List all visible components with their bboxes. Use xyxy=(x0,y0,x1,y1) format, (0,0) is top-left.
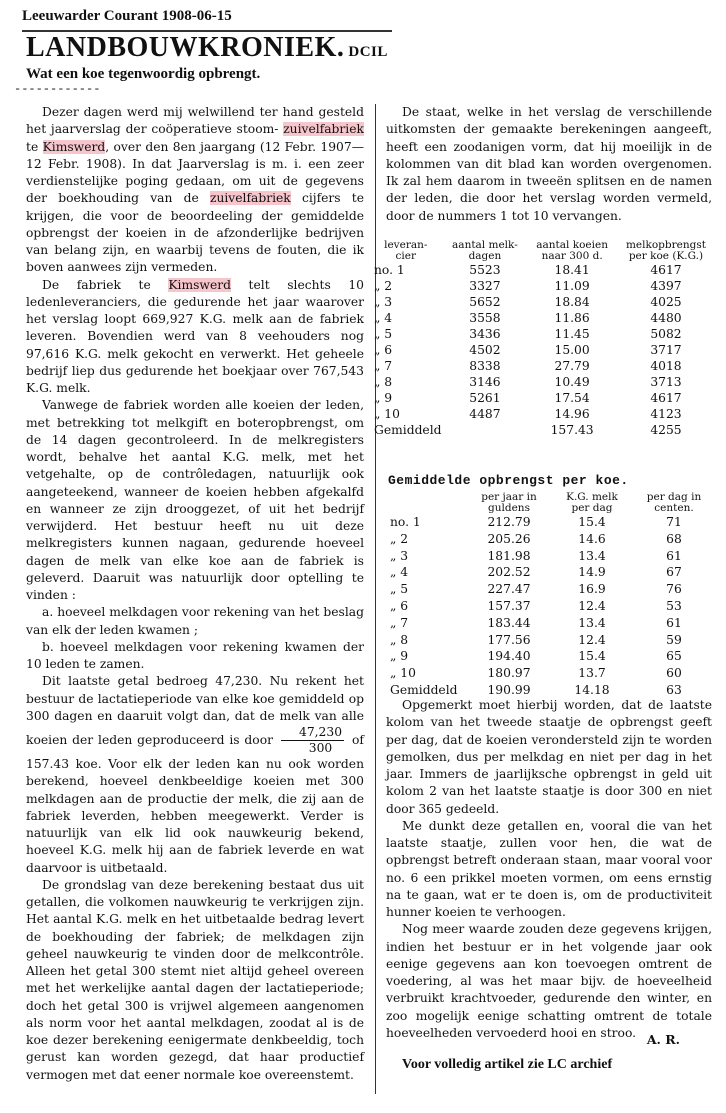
table-cell: 177.56 xyxy=(487,632,531,647)
row-label: no. 1 xyxy=(390,515,421,529)
table-cell: 17.54 xyxy=(554,391,590,405)
table-cell: 11.45 xyxy=(554,327,590,341)
table-cell: 11.09 xyxy=(554,279,590,293)
newspaper-source: Leeuwarder Courant 1908-06-15 xyxy=(22,8,232,24)
table-cell: 4617 xyxy=(650,391,682,405)
column-header xyxy=(386,492,466,514)
table-cell: 181.98 xyxy=(487,548,531,563)
table-cell: 194.40 xyxy=(487,649,531,664)
table-row xyxy=(370,326,716,342)
row-label: no. 1 xyxy=(374,263,405,277)
table-header-row xyxy=(386,492,716,514)
right-paragraph-4: Nog meer waarde zouden deze gegevens krijgen, indien het bestuur er in het volgende jaar ook eenige gegevens aan kon toevoegen omtrent de voedering, al was het maar bijv. de hoeveelheid verbruikt krachtvoeder, gedurende den winter, en zoo mogelijk eenige schatting omtrent de totale hoeveelheden vervoederd hooi en stroo. xyxy=(386,922,712,1040)
table-row xyxy=(386,665,716,682)
row-label: „ 7 xyxy=(390,615,409,630)
row-label: „ 6 xyxy=(374,343,393,357)
fraction xyxy=(281,725,344,756)
section-title xyxy=(26,32,388,64)
column-header: aantal koeien naar 300 d. xyxy=(536,239,608,262)
table-cell: 61 xyxy=(666,548,682,563)
right-paragraph-3: Me dunkt deze getallen en, vooral die van het laatste staatje, zullen voor hen, die wat de opbrengst betreft onderaan staan, maar vooral voor no. 6 een prikkel moeten vormen, om eens ernstig na te gaan, wat er te doen is, om de productiviteit hunner koeien te verhoogen. xyxy=(386,818,712,919)
table-cell: 61 xyxy=(666,615,682,630)
table-cell: 3146 xyxy=(469,375,501,389)
column-header: aantal melk- dagen xyxy=(452,239,518,262)
archive-note: Voor volledig artikel zie LC archief xyxy=(402,1057,613,1072)
table-cell: 4487 xyxy=(469,407,501,421)
column-header: per jaar in guldens xyxy=(481,491,537,514)
table-cell: 76 xyxy=(666,582,682,597)
table-cell: 4018 xyxy=(650,359,682,373)
table-cell: 12.4 xyxy=(578,598,606,613)
row-label: „ 2 xyxy=(390,531,409,546)
right-column-conclusion xyxy=(386,697,712,1042)
table-row xyxy=(386,581,716,598)
table-cell: 3717 xyxy=(650,343,682,357)
table-cell: 13.4 xyxy=(578,548,606,563)
table-cell: 16.9 xyxy=(578,582,606,597)
right-paragraph-1: De staat, welke in het verslag de verschillende uitkomsten der gemaakte berekeningen aangeeft, heeft een zoodanigen vorm, dat hij moeilijk in de kolommen van dit blad kan worden overgenomen. Ik zal hem daarom in tweeën splitsen en de namen der leden, die door het verslag worden vermeld, door de nummers 1 tot 10 vervangen. xyxy=(386,105,712,223)
table-cell: 5261 xyxy=(469,391,501,405)
table-cell: 18.41 xyxy=(554,263,590,277)
highlight-kimswerd: Kimswerd xyxy=(42,139,106,154)
table-cell: 18.84 xyxy=(554,295,590,309)
highlight-zuivelfabriek-2: zuivelfabriek xyxy=(209,191,291,206)
author-signature: A. R. xyxy=(646,1032,680,1047)
row-label: „ 10 xyxy=(390,666,416,681)
table-cell: 14.6 xyxy=(578,531,606,546)
table-row xyxy=(386,564,716,581)
paragraph-2: De fabriek te Kimswerd telt slechts 10 ledenleveranciers, die gedurende het jaar waarover het verslag loopt 669,927 K.G. melk aan de fabriek leveren. Bovendien werd van 8 veehouders nog 97,616 K.G. melk gekocht en verwerkt. Het geheele bedrijf liep dus gedurende het boekjaar over 767,543 K.G. melk. xyxy=(26,277,364,395)
table-cell: 5652 xyxy=(469,295,501,309)
row-label: „ 5 xyxy=(390,582,409,597)
table-cell: 5523 xyxy=(469,263,501,277)
table-header-row xyxy=(370,240,716,262)
row-label: „ 8 xyxy=(390,632,409,647)
row-label: „ 4 xyxy=(390,565,409,580)
table-row xyxy=(370,278,716,294)
row-label: „ 9 xyxy=(374,391,393,405)
table-cell: 63 xyxy=(666,682,682,697)
paragraph-5: De grondslag van deze berekening bestaat dus uit getallen, die volkomen nauwkeurig te verkrijgen zijn. Het aantal K.G. melk en het uitbetaalde bedrag levert de boekhouding der fabriek; de melkdagen zijn geheel nauwkeurig te vinden door de melkcontrôle. Alleen het getal 300 stemt niet altijd geheel overeen met het werkelijke aantal dagen der lactatieperiode; doch het getal 300 is vrijwel algemeen aangenomen als norm voor het aantal melkdagen, zoodat al is de koe dezer berekening eenigermate denkbeeldig, toch gerust kan worden gezegd, dat haar productief vermogen met dat eener normale koe overeenstemt. xyxy=(26,877,364,1082)
table-cell: 183.44 xyxy=(487,615,531,630)
table-row xyxy=(370,342,716,358)
row-label: „ 3 xyxy=(374,295,393,309)
table-row xyxy=(386,598,716,615)
row-label: „ 7 xyxy=(374,359,393,373)
table-cell: 15.4 xyxy=(578,515,606,529)
table-cell: 205.26 xyxy=(487,531,531,546)
table-row xyxy=(386,548,716,565)
table-cell: 3327 xyxy=(469,279,501,293)
table-cell: 10.49 xyxy=(554,375,590,389)
dash-separator: ------------ xyxy=(14,82,101,96)
list-item-a: a. hoeveel melkdagen voor rekening van het beslag van elk der leden kwamen ; xyxy=(26,605,364,637)
table-cell: 227.47 xyxy=(487,582,531,597)
table-row xyxy=(386,648,716,665)
row-label: „ 6 xyxy=(390,598,409,613)
top-rule xyxy=(22,30,392,32)
table-row xyxy=(370,374,716,390)
table-cell: 65 xyxy=(666,649,682,664)
row-label: „ 8 xyxy=(374,375,393,389)
paragraph-3: Vanwege de fabriek worden alle koeien der leden, met betrekking tot melkgift en boteropbrengst, om de 14 dagen gecontroleerd. In de melkregisters wordt, behalve het aantal K.G. melk, met het vetgehalte, op de contrôledagen, natuurlijk ook aangeteekend, wanneer de koeien hebben afgekalfd en wanneer ze zijn drooggezet, of uit het bedrijf verwijderd. Het bestuur heeft nu uit deze melkregisters kunnen nagaan, gedurende hoeveel dagen de melk van elke koe aan de fabriek is geleverd. Daaruit was natuurlijk door optelling te vinden : xyxy=(26,398,364,602)
table-cell: 5082 xyxy=(650,327,682,341)
row-label: „ 3 xyxy=(390,548,409,563)
table-cell: 4123 xyxy=(650,407,682,421)
highlight-kimswerd-2: Kimswerd xyxy=(168,277,231,292)
table-leveranciers xyxy=(370,240,716,438)
table-row xyxy=(370,294,716,310)
table-row xyxy=(370,358,716,374)
list-item-b: b. hoeveel melkdagen voor rekening kwamen der 10 leden te zamen. xyxy=(26,639,364,671)
table-cell: 14.9 xyxy=(578,565,606,580)
table-row xyxy=(386,632,716,649)
table-cell: 4617 xyxy=(650,263,682,277)
row-label: „ 4 xyxy=(374,311,393,325)
table-cell: 3558 xyxy=(469,311,501,325)
table-2-title: Gemiddelde opbrengst per koe. xyxy=(388,473,629,488)
row-label: „ 5 xyxy=(374,327,393,341)
table-cell: 3713 xyxy=(650,375,682,389)
table-cell: 212.79 xyxy=(487,515,531,529)
row-label: „ 10 xyxy=(374,407,400,421)
row-label: Gemiddeld xyxy=(374,423,442,437)
table-cell: 71 xyxy=(666,515,682,529)
row-label: Gemiddeld xyxy=(390,682,458,697)
table-cell: 14.18 xyxy=(574,682,610,697)
table-row xyxy=(386,615,716,632)
table-cell: 157.37 xyxy=(487,598,531,613)
table-row xyxy=(386,514,716,531)
paragraph-1: Dezer dagen werd mij welwillend ter hand gesteld het jaarverslag der coöperatieve stoom- zuivelfabriek te Kimswerd, over den 8en jaargang (12 Febr. 1907—12 Febr. 1908). In dat Jaarverslag is m. i. een zeer verdienstelijke poging gedaan, om uit de gegevens der boekhouding van de zuivelfabriek cijfers te krijgen, die voor de beoordeeling der gemiddelde opbrengst der koeien in de afzonderlijke bedrijven van belang zijn, en waarbij tevens de fouten, die ik boven aanwees zijn vermeden. xyxy=(26,105,365,275)
table-opbrengst xyxy=(386,492,716,699)
table-cell: 67 xyxy=(666,565,682,580)
table-cell: 3436 xyxy=(469,327,501,341)
row-label: „ 2 xyxy=(374,279,393,293)
table-cell: 59 xyxy=(666,632,682,647)
column-header: leveran- cier xyxy=(384,239,428,262)
table-cell: 202.52 xyxy=(487,565,531,580)
table-cell: 15.4 xyxy=(578,649,606,664)
table-cell: 14.96 xyxy=(554,407,590,421)
section-tag: DCIL xyxy=(348,44,388,60)
table-cell: 4397 xyxy=(650,279,682,293)
column-header: K.G. melk per dag xyxy=(566,491,618,514)
left-column xyxy=(26,104,364,1084)
table-row xyxy=(370,310,716,326)
right-column-intro xyxy=(386,104,712,225)
fraction-denominator: 300 xyxy=(308,741,333,755)
table-cell: 4480 xyxy=(650,311,682,325)
paragraph-4: Dit laatste getal bedroeg 47,230. Nu rekent het bestuur de lactatieperiode van elke koe gemiddeld op 300 dagen en daaruit volgt dan, dat de melk van alle koeien der leden geproduceerd is door $\frac{47,230}{300}$ of 157.43 koe. Voor elk der leden kan nu ook worden berekend, hoeveel denkbeeldige koeien met 300 melkdagen aan de productie der melk, die zij aan de fabriek leverden, hebben meegewerkt. Verder is natuurlijk van elk lid ook nauwkeurig bekend, hoeveel K.G. melk hij aan de fabriek leverde en wat daarvoor is uitbetaald. xyxy=(26,674,364,875)
table-cell: 157.43 xyxy=(550,423,594,437)
highlight-zuivelfabriek: zuivelfabriek xyxy=(283,122,364,137)
table-cell: 8338 xyxy=(469,359,501,373)
table-cell: 12.4 xyxy=(578,632,606,647)
table-cell: 180.97 xyxy=(487,666,531,681)
table-cell: 60 xyxy=(666,666,682,681)
row-label: „ 9 xyxy=(390,649,409,664)
table-cell: 4255 xyxy=(650,423,682,437)
table-cell: 4502 xyxy=(469,343,501,357)
right-paragraph-2: Opgemerkt moet hierbij worden, dat de laatste kolom van het tweede staatje de opbrengst geeft per dag, dat de koeien verondersteld zijn te worden gemolken, dus per melkdag en niet per dag in het jaar. Immers de jaarlijksche opbrengst in geld uit kolom 2 van het laatste staatje is door 300 en niet door 365 gedeeld. xyxy=(386,698,712,816)
table-cell: 15.00 xyxy=(554,343,590,357)
table-cell: 190.99 xyxy=(487,682,531,697)
table-row xyxy=(370,390,716,406)
table-cell xyxy=(442,422,529,438)
table-cell: 11.86 xyxy=(554,311,590,325)
column-header: per dag in centen. xyxy=(646,491,702,514)
column-header: melkopbrengst per koe (K.G.) xyxy=(625,239,706,262)
article-subtitle: Wat een koe tegenwoordig opbrengt. xyxy=(26,66,261,82)
table-cell: 13.7 xyxy=(578,666,606,681)
table-row xyxy=(386,531,716,548)
section-title-text: LANDBOUWKRONIEK. xyxy=(26,32,345,63)
table-cell: 27.79 xyxy=(554,359,590,373)
fraction-numerator: 47,230 xyxy=(281,725,344,741)
page-header xyxy=(0,0,726,100)
table-row xyxy=(370,406,716,422)
table-cell: 53 xyxy=(666,598,682,613)
table-row xyxy=(370,422,716,438)
table-cell: 13.4 xyxy=(578,615,606,630)
table-row xyxy=(370,262,716,278)
table-cell: 68 xyxy=(666,531,682,546)
table-cell: 4025 xyxy=(650,295,682,309)
